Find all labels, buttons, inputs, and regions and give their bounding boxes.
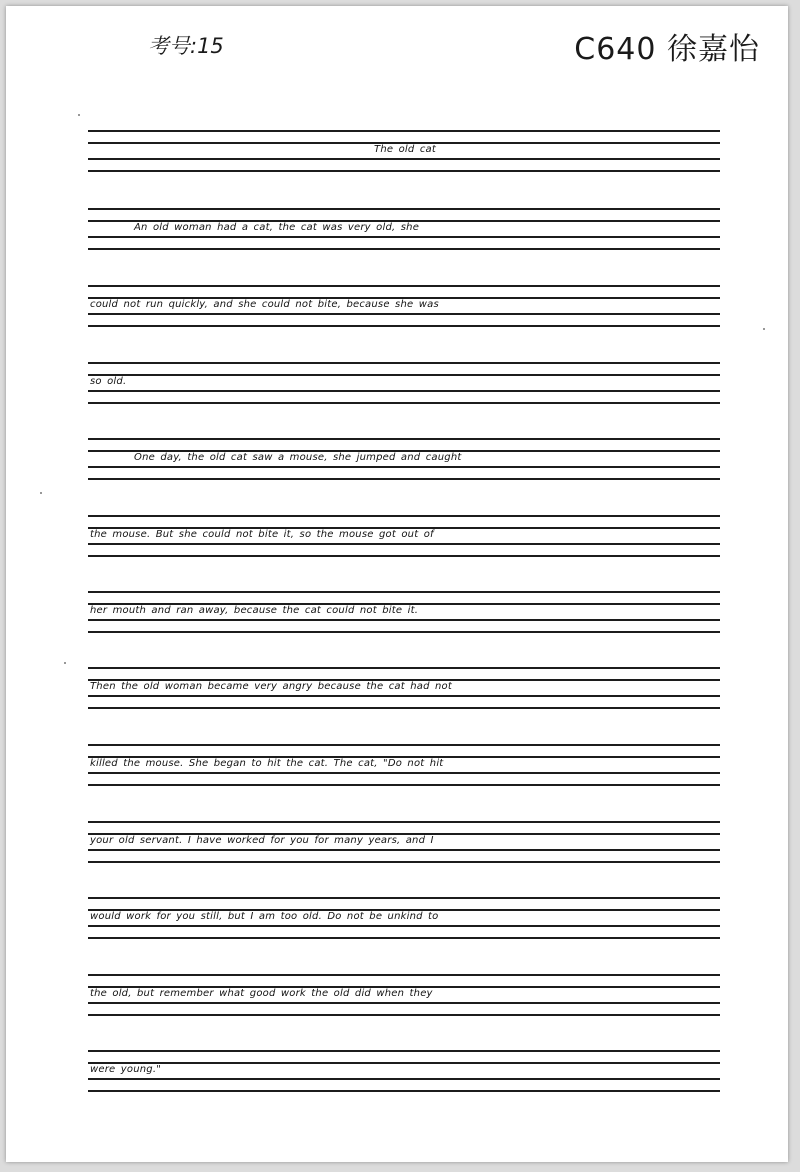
- exam-number: 考号:15: [148, 34, 224, 58]
- line-text: could not run quickly, and she could not bite, because she was: [90, 299, 439, 310]
- line-text: the old, but remember what good work the old did when they: [90, 988, 433, 999]
- writing-line: [88, 821, 720, 861]
- writing-line: [88, 208, 720, 248]
- paper-speck: [78, 114, 80, 116]
- line-text: would work for you still, but I am too old. Do not be unkind to: [90, 911, 439, 922]
- writing-line: [88, 1050, 720, 1090]
- writing-line: [88, 744, 720, 784]
- writing-line: [88, 897, 720, 937]
- line-text: killed the mouse. She began to hit the cat. The cat, "Do not hit: [90, 758, 444, 769]
- writing-line: [88, 515, 720, 555]
- writing-line: [88, 667, 720, 707]
- line-text: Then the old woman became very angry because the cat had not: [90, 681, 452, 692]
- handwriting-sheet: [6, 6, 788, 1162]
- paper-speck: [763, 328, 765, 330]
- paper-speck: [64, 662, 66, 664]
- line-text: were young.": [90, 1064, 162, 1075]
- line-text: An old woman had a cat, the cat was very old, she: [134, 222, 420, 233]
- paper-speck: [40, 492, 42, 494]
- writing-line: [88, 362, 720, 402]
- line-text: her mouth and ran away, because the cat could not bite it.: [90, 605, 419, 616]
- writing-line: [88, 591, 720, 631]
- essay-title: The old cat: [374, 144, 436, 155]
- line-text: your old servant. I have worked for you for many years, and I: [90, 835, 434, 846]
- writing-line-title: [88, 130, 720, 170]
- student-name: C640 徐嘉怡: [574, 32, 760, 67]
- line-text: so old.: [90, 376, 127, 387]
- writing-line: [88, 285, 720, 325]
- writing-line: [88, 438, 720, 478]
- line-text: One day, the old cat saw a mouse, she jumped and caught: [134, 452, 462, 463]
- line-text: the mouse. But she could not bite it, so the mouse got out of: [90, 529, 434, 540]
- writing-line: [88, 974, 720, 1014]
